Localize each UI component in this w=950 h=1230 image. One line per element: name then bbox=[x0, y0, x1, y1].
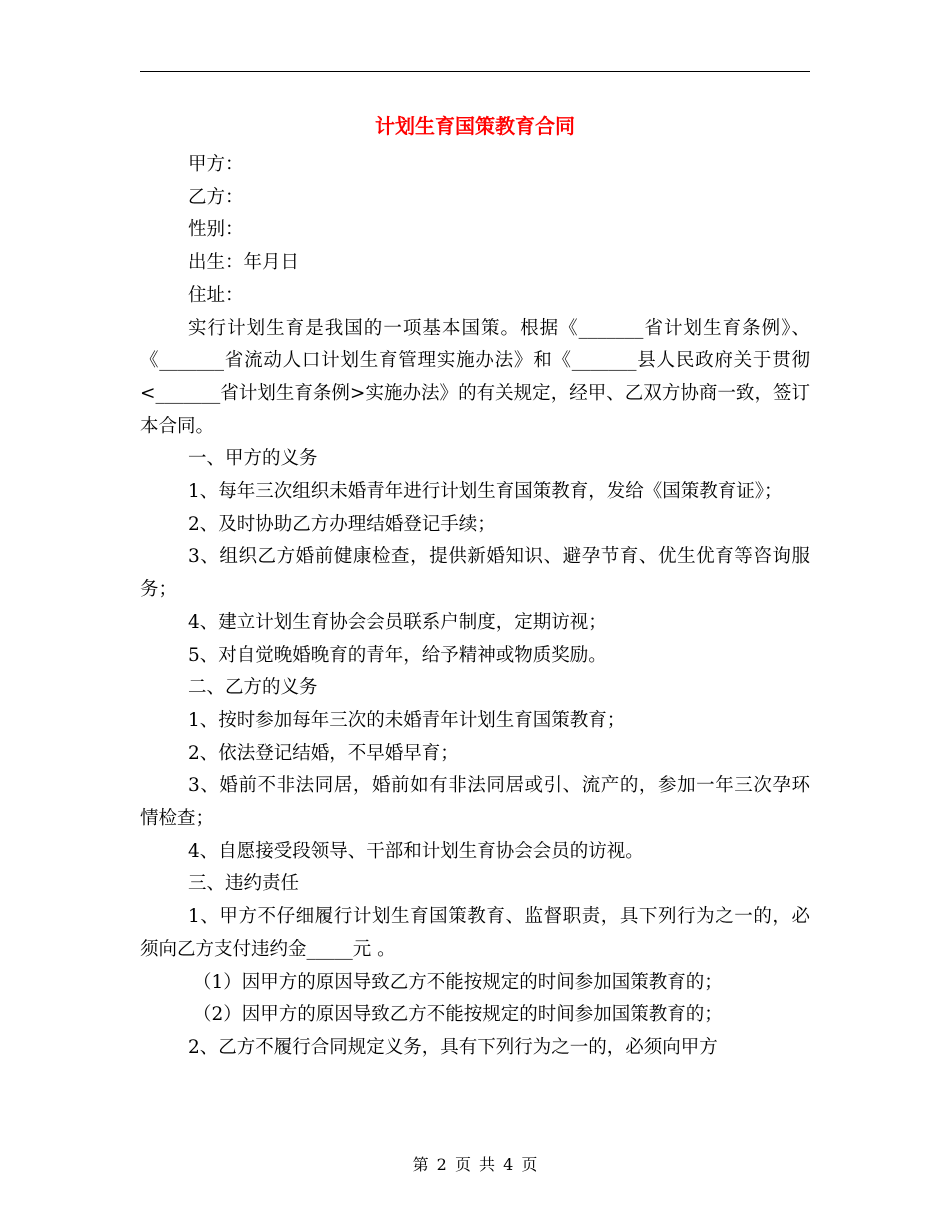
header-rule bbox=[140, 71, 810, 72]
clause-c-1: 1、甲方不仔细履行计划生育国策教育、监督职责，具下列行为之一的，必须向乙方支付违约金_____元 。 bbox=[140, 906, 810, 960]
party-a-line: 甲方： bbox=[188, 154, 244, 175]
clause-b-3: 3、婚前不非法同居，婚前如有非法同居或引、流产的，参加一年三次孕环情检查； bbox=[140, 775, 810, 830]
page-number-footer: 第 2 页 共 4 页 bbox=[412, 1155, 538, 1174]
clause-c-2: 2、乙方不履行合同规定义务，具有下列行为之一的，必须向甲方 bbox=[188, 1036, 718, 1058]
clause-c-1-item-2: （2）因甲方的原因导致乙方不能按规定的时间参加国策教育的； bbox=[193, 1004, 723, 1026]
party-b-line: 乙方： bbox=[188, 186, 244, 208]
clause-a-1: 1、每年三次组织未婚青年进行计划生育国策教育，发给《国策教育证》； bbox=[188, 481, 783, 503]
clause-b-2: 2、依法登记结婚，不早婚早育； bbox=[188, 742, 459, 764]
preamble-paragraph: 实行计划生育是我国的一项基本国策。根据《_______省计划生育条例》、《_______省流动人口计划生育管理实施办法》和《_______县人民政府关于贯彻<_______省计划生育条例>实施办法》的有关规定，经甲、乙双方协商一致，签订本合同。 bbox=[140, 317, 810, 437]
birth-line: 出生：年月日 bbox=[188, 252, 300, 274]
clause-c-1-item-1: （1）因甲方的原因导致乙方不能按规定的时间参加国策教育的； bbox=[193, 971, 723, 993]
section-heading-party-a-duties: 一、甲方的义务 bbox=[188, 448, 318, 470]
clause-a-4: 4、建立计划生育协会会员联系户制度，定期访视； bbox=[188, 611, 607, 633]
gender-line: 性别： bbox=[188, 219, 244, 241]
clause-a-3: 3、组织乙方婚前健康检查，提供新婚知识、避孕节育、优生优育等咨询服务； bbox=[140, 546, 810, 601]
address-line: 住址： bbox=[188, 284, 244, 306]
clause-b-1: 1、按时参加每年三次的未婚青年计划生育国策教育； bbox=[188, 709, 626, 731]
clause-a-2: 2、及时协助乙方办理结婚登记手续； bbox=[188, 513, 496, 535]
document-title: 计划生育国策教育合同 bbox=[375, 114, 575, 138]
clause-b-4: 4、自愿接受段领导、干部和计划生育协会会员的访视。 bbox=[188, 840, 644, 862]
section-heading-breach-liability: 三、违约责任 bbox=[188, 873, 300, 895]
section-heading-party-b-duties: 二、乙方的义务 bbox=[188, 677, 318, 699]
document-body bbox=[140, 149, 810, 1065]
clause-a-5: 5、对自觉晚婚晚育的青年，给予精神或物质奖励。 bbox=[188, 644, 607, 666]
